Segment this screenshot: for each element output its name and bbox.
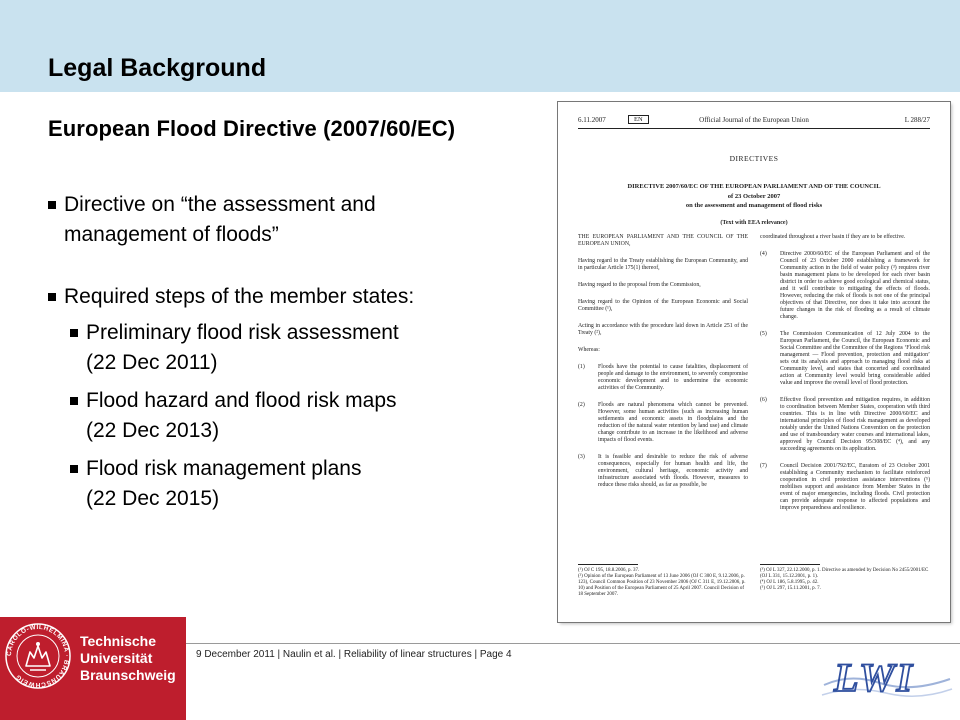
sub-bullet-item: Flood risk management plans (22 Dec 2015) <box>48 454 548 514</box>
bullet-item: Required steps of the member states: <box>48 282 548 312</box>
bullet-square-icon <box>48 293 56 301</box>
footnote-rule <box>760 564 820 565</box>
doc-right-column: coordinated throughout a river basin if they are to be effective. (4) Directive 2000/60/EC of the European Parliament and of the Council of 23 October 2000 establishing a framework for Community action in the field of water policy (³) requires river basin management plans to be developed for each river basin district in order to achieve good ecological and chemical status, and it will contribute to mitigating the effects of floods. However, reducing the risk of floods is not one of the principal objectives of that Directive, nor does it take into account the future changes in the risk of flooding as a result of climate change. (5) The Commission Communication of 12 July 2004 to the European Parliament, the Council, the European Economic and Social Committee and the Committee of the Regions ‘Flood risk management — Flood prevention, protection and mitigation’ sets out its analysis and approach to managing flood risks at Community level, and states that concerted and coordinated action at Community level would bring considerable added value and improve the overall level of flood protection. (6) Effective flood prevention and mitigation requires, in addition to coordination between Member States, cooperation with third countries. This is in line with Directive 2000/60/EC and international principles of flood risk management as developed notably under the United Nations Convention on the protection and use of transboundary water courses and international lakes, approved by Council Decision 95/308/EC (⁴), and any succeeding agreements on its application. (7) Council Decision 2001/792/EC, Euratom of 23 October 2001 establishing a Community mechanism to facilitate reinforced cooperation in civil protection assistance interventions (⁵) mobilises support and assistance from Member States in the event of major emergencies, including floods. Civil protection can provide adequate response to affected populations and improve preparedness and resilience. <box>760 234 930 511</box>
sub-bullet-item: Flood hazard and flood risk maps (22 Dec 2013) <box>48 386 548 446</box>
bullet-list <box>48 190 548 522</box>
lwi-logo <box>820 645 955 710</box>
recital: (2) Floods are natural phenomena which cannot be prevented. However, some human activities (such as increasing human settlements and economic assets in floodplains and the reduction of the natural water retention by land use) and climate change contribute to an increase in the likelihood and adverse impacts of flood events. <box>578 402 748 443</box>
university-name: Technische Universität Braunschweig <box>80 633 176 683</box>
recital: (7) Council Decision 2001/792/EC, Euratom of 23 October 2001 establishing a Community mechanism to facilitate reinforced cooperation in civil protection assistance interventions (⁵) mobilises support and assistance from Member States in the event of major emergencies, including floods. Civil protection can provide adequate response to affected populations and improve preparedness and resilience. <box>760 463 930 511</box>
tu-braunschweig-logo <box>0 617 186 720</box>
slide-subtitle: European Flood Directive (2007/60/EC) <box>48 116 456 141</box>
directive-document-image: 6.11.2007 EN Official Journal of the European Union L 288/27 DIRECTIVES DIRECTIVE 2007/60/EC OF THE EUROPEAN PARLIAMENT AND OF THE COUNCIL of 23 October 2007 on the assessment and management of flood risks (Text with EEA relevance) THE EUROPEAN PARLIAMENT AND THE COUNCIL OF THE EUROPEAN UNION, Having regard to the Treaty establishing the European Community, and in particular Article 175(1) thereof, Having regard to the proposal from the Commission, Having regard to the Opinion of the European Economic and Social Committee (¹), Acting in accordance with the procedure laid down in Article 251 of the Treaty (²), Whereas: (1) Floods have the potential to cause fatalities, displacement of people and damage to the environment, to severely compromise economic development and to undermine the economic activities of the Community. (2) Floods are natural phenomena which cannot be prevented. However, some human activities (such as increasing human settlements and economic assets in floodplains and the reduction of the natural water retention by land use) and climate change contribute to an increase in the likelihood and adverse impacts of flood events. (3) It is feasible and desirable to reduce the risk of adverse consequences, especially for human health and life, the environment, cultural heritage, economic activity and infrastructure associated with floods. However, measures to reduce these risks should, as far as possible, be (¹) OJ C 195, 18.8.2006, p. 37. (²) Opinion of the European Parliament of 13 June 2006 (OJ C 300 E, 9.12.2006, p. 123), Council Common Position of 23 November 2006 (OJ C 311 E, 19.12.2006, p. 10) and Position of the European Parliament of 25 April 2007. Council Decision of 18 September 2007. coordinated throughout a river basin if they are to be effective. (4) Directive 2000/60/EC of the European Parliament and of the Council of 23 October 2000 establishing a framework for Community action in the field of water policy (³) requires river basin management plans to be developed for each river basin district in order to achieve good ecological and chemical status, and it will contribute to mitigating the effects of floods. However, reducing the risk of floods is not one of the principal objectives of that Directive, nor does it take into account the future changes in the risk of flooding as a result of climate change. (5) The Commission Communication of 12 July 2004 to the European Parliament, the Council, the European Economic and Social Committee and the Committee of the Regions ‘Flood risk management — Flood prevention, protection and mitigation’ sets out its analysis and approach to managing flood risks at Community level, and states that concerted and coordinated action at Community level would bring considerable added value and improve the overall level of flood protection. (6) Effective flood prevention and mitigation requires, in addition to coordination between Member States, cooperation with third countries. This is in line with Directive 2000/60/EC and international principles of flood risk management as developed notably under the United Nations Convention on the protection and use of transboundary water courses and international lakes, approved by Council Decision 95/308/EC (⁴), and any succeeding agreements on its application. (7) Council Decision 2001/792/EC, Euratom of 23 October 2001 establishing a Community mechanism to facilitate reinforced cooperation in civil protection assistance interventions (⁵) mobilises support and assistance from Member States in the event of major emergencies, including floods. Civil protection can provide adequate response to affected populations and improve preparedness and resilience. (³) OJ L 327, 22.12.2000, p. 1. Directive as amended by Decision No 2455/2001/EC (OJ L 331, 15.12.2001, p. 1). (⁴) OJ L 186, 5.8.1995, p. 42. (⁵) OJ L 297, 15.11.2001, p. 7. <box>558 102 950 622</box>
footer-text: 9 December 2011 | Naulin et al. | Reliability of linear structures | Page 4 <box>196 649 512 660</box>
slide-title: Legal Background <box>48 54 267 82</box>
svg-text:CAROLO-WILHELMINA · BRAUNSCHWE: CAROLO-WILHELMINA · BRAUNSCHWEIG <box>5 623 71 689</box>
recital: (5) The Commission Communication of 12 July 2004 to the European Parliament, the Council, the European Economic and Social Committee and the Committee of the Regions ‘Flood risk management — Flood prevention, protection and mitigation’ sets out its analysis and approach to managing flood risks at Community level, and states that concerted and coordinated action at Community level would bring considerable added value and improve the overall level of flood protection. <box>760 331 930 386</box>
journal-rule <box>578 128 930 129</box>
doc-left-column: THE EUROPEAN PARLIAMENT AND THE COUNCIL OF THE EUROPEAN UNION, Having regard to the Treaty establishing the European Community, and in particular Article 175(1) thereof, Having regard to the proposal from the Commission, Having regard to the Opinion of the European Economic and Social Committee (¹), Acting in accordance with the procedure laid down in Article 251 of the Treaty (²), Whereas: (1) Floods have the potential to cause fatalities, displacement of people and damage to the environment, to severely compromise economic development and to undermine the economic activities of the Community. (2) Floods are natural phenomena which cannot be prevented. However, some human activities (such as increasing human settlements and economic assets in floodplains and the reduction of the natural water retention by land use) and climate change contribute to an increase in the likelihood and adverse impacts of flood events. (3) It is feasible and desirable to reduce the risk of adverse consequences, especially for human health and life, the environment, cultural heritage, economic activity and infrastructure associated with floods. However, measures to reduce these risks should, as far as possible, be <box>578 234 748 488</box>
doc-relevance: (Text with EEA relevance) <box>720 220 788 226</box>
doc-right-footnotes: (³) OJ L 327, 22.12.2000, p. 1. Directive as amended by Decision No 2455/2001/EC (OJ L 331, 15.12.2001, p. 1). (⁴) OJ L 186, 5.8.1995, p. 42. (⁵) OJ L 297, 15.11.2001, p. 7. <box>760 568 929 591</box>
university-seal-icon <box>4 622 72 690</box>
doc-section-heading: DIRECTIVES <box>729 154 779 163</box>
bullet-square-icon <box>70 465 78 473</box>
recital: (4) Directive 2000/60/EC of the European Parliament and of the Council of 23 October 2000 establishing a framework for Community action in the field of water policy (³) requires river basin management plans to be developed for each river basin district in order to achieve good ecological and chemical status, and it will contribute to mitigating the effects of floods. However, reducing the risk of floods is not one of the principal objectives of that Directive, nor does it take into account the future changes in the risk of flooding as a result of climate change. <box>760 251 930 320</box>
footer-rule <box>186 643 960 644</box>
bullet-square-icon <box>70 397 78 405</box>
svg-text:LWI: LWI <box>834 655 915 700</box>
doc-directive-title: DIRECTIVE 2007/60/EC OF THE EUROPEAN PARLIAMENT AND OF THE COUNCIL of 23 October 2007 on the assessment and management of flood risks <box>627 183 881 209</box>
bullet-item: Directive on “the assessment and management of floods” <box>48 190 548 250</box>
bullet-square-icon <box>48 201 56 209</box>
sub-bullet-item: Preliminary flood risk assessment (22 Dec 2011) <box>48 318 548 378</box>
recital: (6) Effective flood prevention and mitigation requires, in addition to coordination between Member States, cooperation with third countries. This is in line with Directive 2000/60/EC and international principles of flood risk management as developed notably under the United Nations Convention on the protection and use of transboundary water courses and international lakes, approved by Council Decision 95/308/EC (⁴), and any succeeding agreements on its application. <box>760 397 930 452</box>
recital: (1) Floods have the potential to cause fatalities, displacement of people and damage to the environment, to severely compromise economic development and to undermine the economic activities of the Community. <box>578 364 748 391</box>
recital: (3) It is feasible and desirable to reduce the risk of adverse consequences, especially for human health and life, the environment, cultural heritage, economic activity and infrastructure associated with floods. However, measures to reduce these risks should, as far as possible, be <box>578 454 748 488</box>
footnote-rule <box>578 564 638 565</box>
doc-left-footnotes: (¹) OJ C 195, 18.8.2006, p. 37. (²) Opinion of the European Parliament of 13 June 2006 (OJ C 300 E, 9.12.2006, p. 123), Council Common Position of 23 November 2006 (OJ C 311 E, 19.12.2006, p. 10) and Position of the European Parliament of 25 April 2007. Council Decision of 18 September 2007. <box>578 568 746 597</box>
bullet-square-icon <box>70 329 78 337</box>
